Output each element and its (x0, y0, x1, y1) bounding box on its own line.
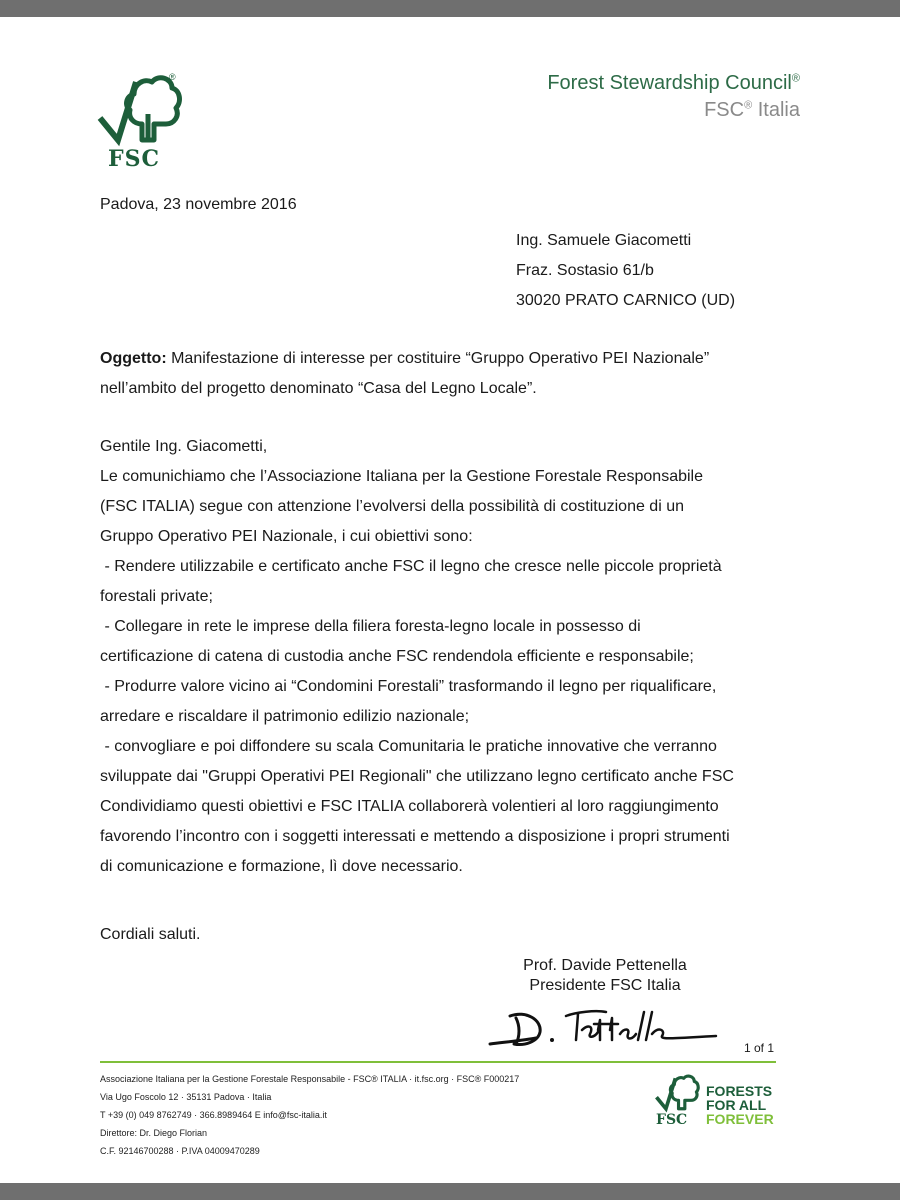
footer-logo-text: FSC (656, 1112, 688, 1128)
fsc-logo (96, 70, 186, 174)
letter-body (100, 432, 810, 882)
body-line: - Produrre valore vicino ai “Condomini Forestali” trasformando il legno per riqualificare, (100, 678, 717, 695)
slogan-line1: FORESTS (706, 1083, 773, 1099)
footer-line: T +39 (0) 049 8762749 · 366.8989464 E info@fsc-italia.it (100, 1110, 327, 1120)
closing-salutation: Cordiali saluti. (100, 926, 201, 943)
slogan-line2: FOR ALL (706, 1097, 767, 1113)
org-name: Forest Stewardship Council® (547, 72, 800, 94)
body-line: arredare e riscaldare il patrimonio edilizio nazionale; (100, 708, 470, 725)
fsc-checkmark-tree-icon (650, 1072, 706, 1114)
organization-header (547, 72, 800, 122)
fsc-checkmark-tree-icon (96, 70, 186, 150)
subject-label: Oggetto: (100, 350, 167, 367)
body-line: di comunicazione e formazione, lì dove necessario. (100, 858, 463, 875)
body-line: certificazione di catena di custodia anche FSC rendendola efficiente e responsabile; (100, 648, 694, 665)
handwritten-signature (486, 1000, 726, 1056)
body-line: favorendo l’incontro con i soggetti interessati e mettendo a disposizione i propri strumenti (100, 828, 730, 845)
signatory-block (500, 956, 710, 996)
body-line: - Rendere utilizzabile e certificato anche FSC il legno che cresce nelle piccole proprietà (100, 558, 722, 575)
footer-line: C.F. 92146700288 · P.IVA 04009470289 (100, 1146, 260, 1156)
recipient-address-line2: 30020 PRATO CARNICO (UD) (516, 292, 736, 309)
slogan (706, 1084, 774, 1126)
body-line: - convogliare e poi diffondere su scala Comunitaria le pratiche innovative che verranno (100, 738, 717, 755)
forests-for-all-forever-logo (648, 1072, 788, 1132)
page-count: 1 of 1 (744, 1041, 775, 1055)
body-line: Condividiamo questi obiettivi e FSC ITALIA collaborerà volentieri al loro raggiungimento (100, 798, 719, 815)
subject-text-continued: nell’ambito del progetto denominato “Casa del Legno Locale”. (100, 380, 537, 397)
footer-divider (100, 1061, 776, 1063)
body-line: Gruppo Operativo PEI Nazionale, i cui obiettivi sono: (100, 528, 473, 545)
slogan-line3: FOREVER (706, 1111, 774, 1127)
recipient-block (516, 226, 735, 316)
signatory-name: Prof. Davide Pettenella (523, 957, 687, 974)
logo-text: FSC (108, 146, 161, 172)
footer-text (100, 1070, 519, 1160)
subject-text: Manifestazione di interesse per costituire “Gruppo Operativo PEI Nazionale” (166, 350, 710, 367)
signatory-title: Presidente FSC Italia (529, 977, 681, 994)
viewer-bottom-bar (0, 1183, 900, 1200)
footer-line: Direttore: Dr. Diego Florian (100, 1128, 208, 1138)
recipient-address-line1: Fraz. Sostasio 61/b (516, 262, 654, 279)
footer-line: Associazione Italiana per la Gestione Forestale Responsabile - FSC® ITALIA · it.fsc.org · FSC® F000217 (100, 1074, 520, 1084)
org-sub-name: FSC® Italia (704, 99, 800, 121)
body-line: (FSC ITALIA) segue con attenzione l’evolversi della possibilità di costituzione di un (100, 498, 684, 515)
body-line: - Collegare in rete le imprese della filiera foresta-legno locale in possesso di (100, 618, 641, 635)
body-line: sviluppate dai "Gruppi Operativi PEI Regionali" che utilizzano legno certificato anche FSC (100, 768, 734, 785)
body-line: Le comunichiamo che l’Associazione Italiana per la Gestione Forestale Responsabile (100, 468, 703, 485)
registered-mark: ® (169, 72, 176, 82)
subject-block (100, 344, 800, 404)
recipient-name: Ing. Samuele Giacometti (516, 232, 692, 249)
letter-date: Padova, 23 novembre 2016 (100, 196, 297, 213)
body-line: Gentile Ing. Giacometti, (100, 438, 268, 455)
viewer-top-bar (0, 0, 900, 17)
footer-line: Via Ugo Foscolo 12 · 35131 Padova · Italia (100, 1092, 272, 1102)
body-line: forestali private; (100, 588, 213, 605)
